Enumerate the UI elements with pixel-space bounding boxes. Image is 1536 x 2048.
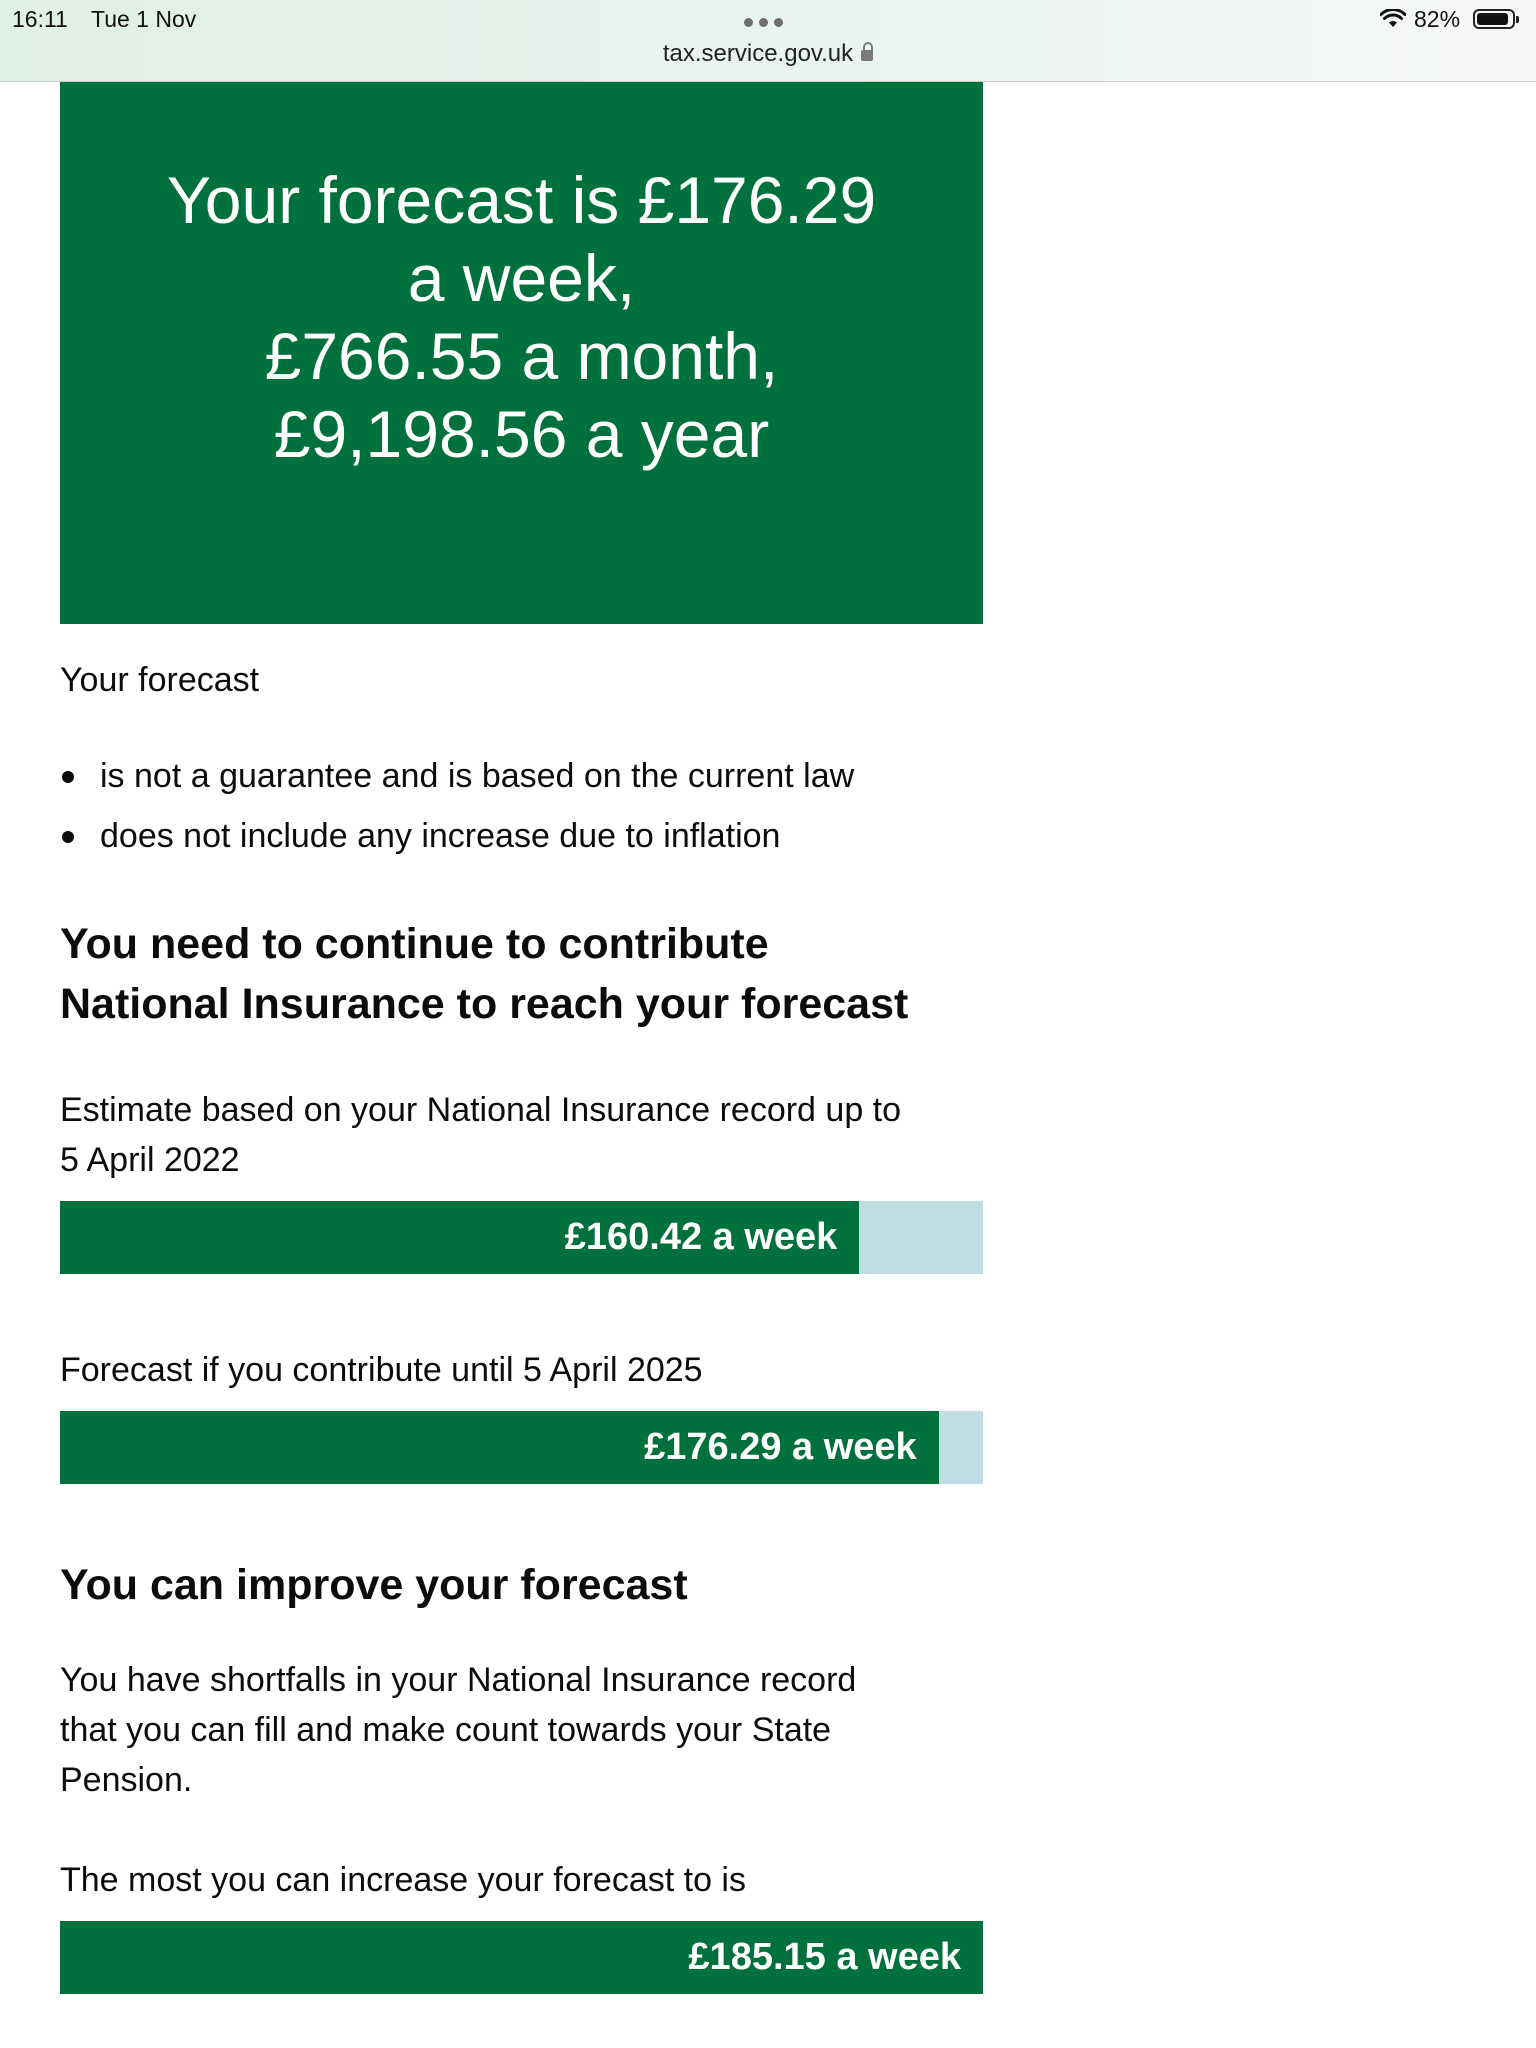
url-text[interactable]: tax.service.gov.uk — [662, 40, 854, 67]
bullet-icon — [62, 831, 74, 843]
max-increase-bar — [60, 1921, 983, 1994]
estimate-bar-label: £160.42 a week — [564, 1216, 838, 1258]
address-bar[interactable] — [0, 40, 1536, 68]
estimate-bar — [60, 1201, 983, 1274]
forecast-monthly-line: £766.55 a month, — [264, 319, 779, 393]
browser-status-bar — [0, 0, 1536, 82]
estimate-bar-fill — [60, 1201, 859, 1274]
status-date: Tue 1 Nov — [91, 6, 197, 32]
list-item: is not a guarantee and is based on the current law — [60, 746, 854, 806]
more-options-icon[interactable] — [744, 18, 783, 27]
forecast-contribute-bar-fill — [60, 1411, 939, 1484]
status-time: 16:11 — [12, 6, 68, 32]
lock-icon — [861, 50, 873, 61]
battery-icon — [1473, 9, 1515, 29]
improve-forecast-heading: You can improve your forecast — [60, 1561, 688, 1609]
forecast-yearly-line: £9,198.56 a year — [273, 397, 770, 471]
max-increase-bar-fill — [60, 1921, 983, 1994]
forecast-intro: Your forecast — [60, 661, 260, 699]
bullet-icon — [62, 771, 74, 783]
forecast-contribute-bar-label: £176.29 a week — [644, 1426, 917, 1468]
forecast-weekly-line: Your forecast is £176.29 — [166, 163, 877, 237]
forecast-contribute-bar — [60, 1411, 983, 1484]
forecast-panel — [60, 81, 983, 624]
battery-percentage: 82% — [1414, 6, 1461, 32]
continue-contributing-heading: You need to continue to contribute National Insurance to reach your forecast — [60, 920, 909, 1028]
max-increase-description: The most you can increase your forecast to is — [60, 1861, 746, 1899]
estimate-description: Estimate based on your National Insurance record up to 5 April 2022 — [60, 1091, 902, 1179]
forecast-weekly-line-cont: a week, — [407, 241, 636, 315]
list-item: does not include any increase due to inflation — [60, 806, 854, 866]
shortfalls-description: You have shortfalls in your National Insurance record that you can fill and make count towards your State Pension. — [60, 1661, 857, 1799]
forecast-caveats-list — [60, 746, 854, 866]
max-increase-bar-label: £185.15 a week — [688, 1936, 961, 1978]
wifi-icon — [1380, 9, 1406, 29]
forecast-panel-text — [60, 161, 983, 473]
forecast-contribute-description: Forecast if you contribute until 5 April 2025 — [60, 1351, 703, 1389]
